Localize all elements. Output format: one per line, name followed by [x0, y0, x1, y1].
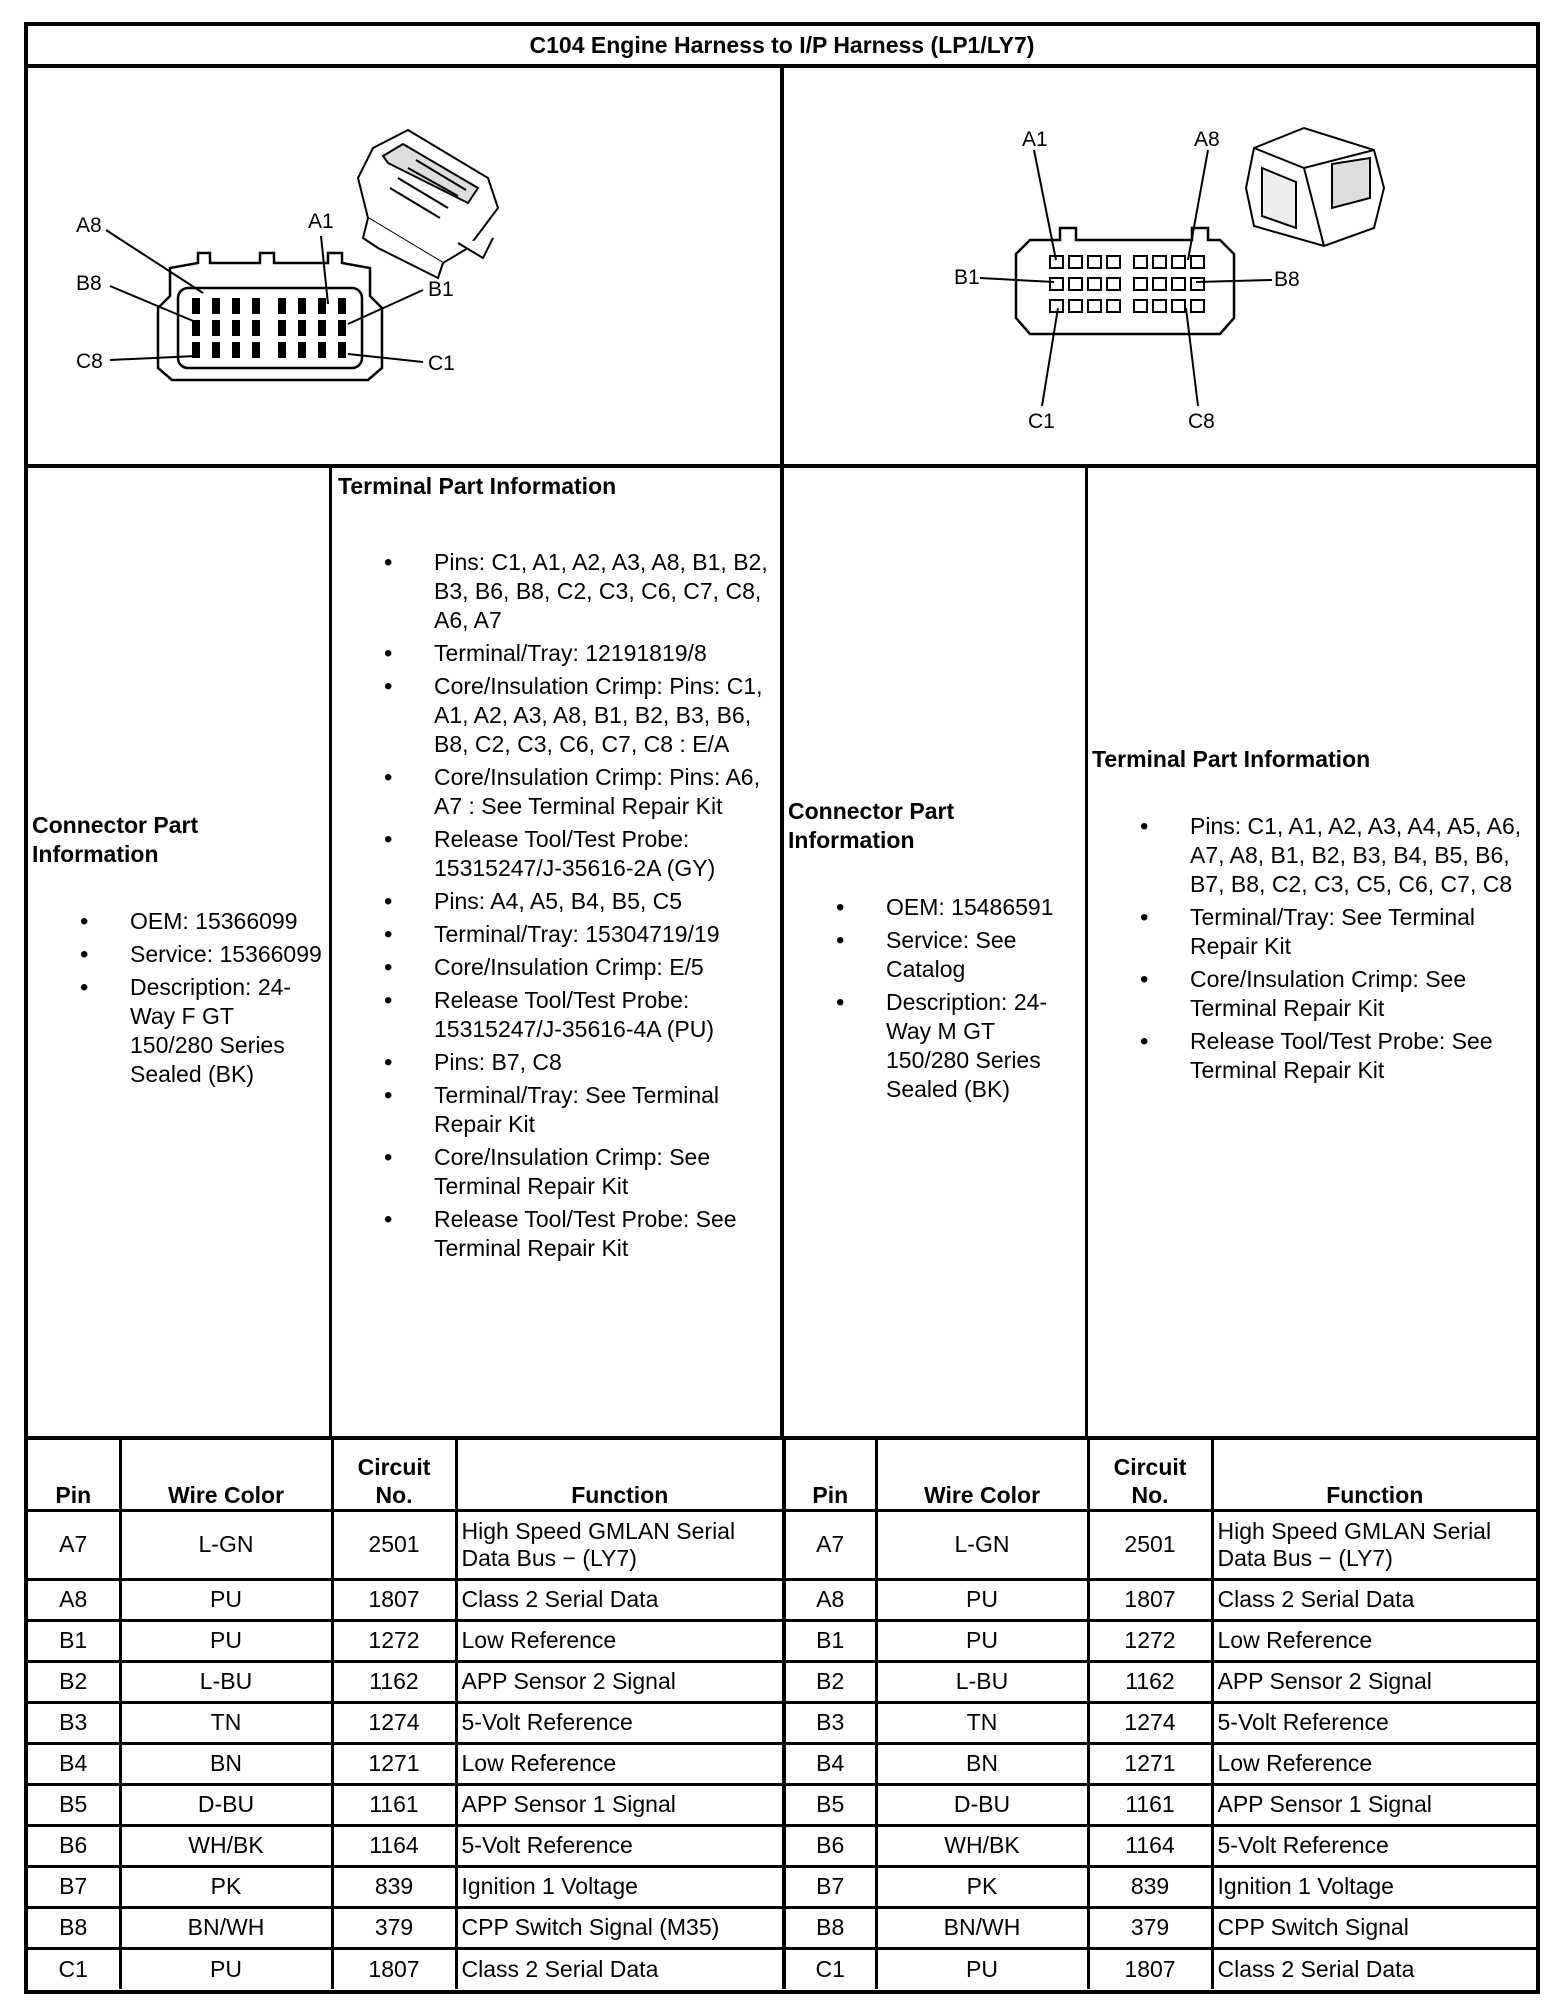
header-circuit: Circuit No.	[332, 1440, 456, 1510]
pin-cell: B1	[784, 1620, 876, 1661]
male-pin-cavity	[1088, 256, 1101, 268]
female-connector-thumbnail	[358, 130, 498, 278]
circuit-cell: 1164	[332, 1825, 456, 1866]
list-item: • Pins: A4, A5, B4, B5, C5	[332, 887, 780, 916]
wire-color-cell: BN/WH	[876, 1907, 1088, 1948]
circuit-cell: 379	[332, 1907, 456, 1948]
function-cell: CPP Switch Signal (M35)	[456, 1907, 784, 1948]
female-pin-cavity	[338, 298, 346, 314]
male-pin-cavity	[1069, 256, 1082, 268]
circuit-cell: 1271	[332, 1743, 456, 1784]
pin-cell: C1	[784, 1948, 876, 1989]
pin-cell: B8	[28, 1907, 120, 1948]
list-item: • Pins: B7, C8	[332, 1048, 780, 1077]
function-cell: 5-Volt Reference	[456, 1702, 784, 1743]
list-item: • Release Tool/Test Probe: See Terminal Repair Kit	[332, 1205, 780, 1263]
female-pin-cavity	[212, 320, 220, 336]
function-cell: Ignition 1 Voltage	[1212, 1866, 1536, 1907]
circuit-cell: 1807	[1088, 1579, 1212, 1620]
function-cell: 5-Volt Reference	[1212, 1702, 1536, 1743]
function-cell: High Speed GMLAN Serial Data Bus − (LY7)	[456, 1510, 784, 1579]
circuit-cell: 2501	[1088, 1510, 1212, 1579]
male-pin-cavity	[1134, 278, 1147, 290]
pin-cell: B7	[28, 1866, 120, 1907]
circuit-cell: 1271	[1088, 1743, 1212, 1784]
left-terminal-part-info	[332, 468, 784, 1436]
left-connector-header: Connector Part Information	[32, 812, 199, 867]
male-pin-cavity	[1153, 300, 1166, 312]
label-a8: A8	[1194, 128, 1220, 151]
header-pin: Pin	[784, 1440, 876, 1510]
male-pin-cavity	[1153, 256, 1166, 268]
male-pin-cavity	[1134, 256, 1147, 268]
function-cell: APP Sensor 1 Signal	[456, 1784, 784, 1825]
table-row	[28, 1948, 1536, 1989]
circuit-cell: 1162	[1088, 1661, 1212, 1702]
male-connector-drawing	[784, 68, 1536, 464]
circuit-cell: 1807	[1088, 1948, 1212, 1989]
pin-table	[28, 1440, 1536, 1989]
female-pin-cavity	[278, 320, 286, 336]
pin-cell: B4	[28, 1743, 120, 1784]
function-cell: 5-Volt Reference	[456, 1825, 784, 1866]
connector-sheet	[24, 22, 1540, 1994]
table-row	[28, 1825, 1536, 1866]
female-pin-cavity	[318, 342, 326, 358]
function-cell: Ignition 1 Voltage	[456, 1866, 784, 1907]
part-information-row	[28, 464, 1536, 1440]
page-title: C104 Engine Harness to I/P Harness (LP1/LY7)	[28, 26, 1536, 68]
list-item: • Core/Insulation Crimp: See Terminal Repair Kit	[1088, 965, 1536, 1023]
function-cell: APP Sensor 2 Signal	[1212, 1661, 1536, 1702]
wire-color-cell: D-BU	[120, 1784, 332, 1825]
wire-color-cell: PK	[120, 1866, 332, 1907]
right-terminal-part-info	[1088, 468, 1536, 1436]
list-item: • OEM: 15366099	[28, 907, 329, 936]
male-connector-thumbnail	[1246, 128, 1384, 246]
list-item: • Release Tool/Test Probe: See Terminal Repair Kit	[1088, 1027, 1536, 1085]
right-terminal-list	[1088, 812, 1536, 1089]
wire-color-cell: PU	[876, 1620, 1088, 1661]
list-item: • Pins: C1, A1, A2, A3, A4, A5, A6, A7, A8, B1, B2, B3, B4, B5, B6, B7, B8, C2, C3, C5, C6, C7, C8	[1088, 812, 1536, 899]
header-circuit: Circuit No.	[1088, 1440, 1212, 1510]
list-item: • Description: 24-Way M GT 150/280 Series Sealed (BK)	[784, 988, 1085, 1104]
list-item: • Release Tool/Test Probe: 15315247/J-35616-4A (PU)	[332, 986, 780, 1044]
male-pin-cavity	[1107, 300, 1120, 312]
female-pin-cavity	[318, 320, 326, 336]
wire-color-cell: PU	[876, 1948, 1088, 1989]
female-pin-cavity	[298, 298, 306, 314]
male-pin-cavity	[1050, 278, 1063, 290]
label-c1: C1	[1028, 410, 1055, 433]
list-item: • Core/Insulation Crimp: See Terminal Repair Kit	[332, 1143, 780, 1201]
function-cell: High Speed GMLAN Serial Data Bus − (LY7)	[1212, 1510, 1536, 1579]
function-cell: Low Reference	[456, 1620, 784, 1661]
wire-color-cell: PK	[876, 1866, 1088, 1907]
circuit-cell: 1162	[332, 1661, 456, 1702]
female-pin-cavity	[252, 320, 260, 336]
male-pin-cavity	[1191, 300, 1204, 312]
wire-color-cell: L-BU	[120, 1661, 332, 1702]
table-row	[28, 1579, 1536, 1620]
wire-color-cell: BN/WH	[120, 1907, 332, 1948]
terminal-group-1	[332, 548, 780, 883]
pin-cell: B6	[784, 1825, 876, 1866]
function-cell: APP Sensor 2 Signal	[456, 1661, 784, 1702]
male-pin-cavity	[1050, 300, 1063, 312]
left-connector-list	[28, 907, 329, 1093]
female-connector-face	[158, 253, 382, 380]
function-cell: Low Reference	[1212, 1743, 1536, 1784]
circuit-cell: 1161	[332, 1784, 456, 1825]
male-pin-cavity	[1088, 300, 1101, 312]
right-connector-diagram	[784, 68, 1536, 464]
pin-cell: B3	[784, 1702, 876, 1743]
female-pin-cavity	[212, 298, 220, 314]
function-cell: Class 2 Serial Data	[456, 1948, 784, 1989]
right-connector-header: Connector Part Information	[788, 797, 955, 853]
label-b8: B8	[1274, 268, 1300, 291]
function-cell: Class 2 Serial Data	[1212, 1948, 1536, 1989]
label-c8: C8	[1188, 410, 1215, 433]
male-pin-cavity	[1088, 278, 1101, 290]
female-pin-cavity	[252, 342, 260, 358]
male-pin-cavity	[1172, 278, 1185, 290]
right-connector-list	[784, 893, 1085, 1108]
list-item: • Terminal/Tray: 12191819/8	[332, 639, 780, 668]
wire-color-cell: PU	[120, 1620, 332, 1661]
circuit-cell: 1161	[1088, 1784, 1212, 1825]
female-pin-cavity	[278, 342, 286, 358]
circuit-cell: 2501	[332, 1510, 456, 1579]
female-pin-cavity	[298, 342, 306, 358]
male-pin-cavity	[1069, 278, 1082, 290]
header-pin: Pin	[28, 1440, 120, 1510]
wire-color-cell: WH/BK	[120, 1825, 332, 1866]
function-cell: CPP Switch Signal	[1212, 1907, 1536, 1948]
label-b1: B1	[428, 278, 454, 301]
function-cell: Class 2 Serial Data	[1212, 1579, 1536, 1620]
label-a8: A8	[76, 214, 102, 237]
left-connector-part-info	[28, 468, 332, 1436]
wire-color-cell: PU	[876, 1579, 1088, 1620]
circuit-cell: 839	[332, 1866, 456, 1907]
list-item: • Service: 15366099	[28, 940, 329, 969]
pin-cell: B6	[28, 1825, 120, 1866]
male-pin-cavity	[1153, 278, 1166, 290]
male-pin-cavity	[1107, 278, 1120, 290]
list-item: • Terminal/Tray: See Terminal Repair Kit	[332, 1081, 780, 1139]
circuit-cell: 839	[1088, 1866, 1212, 1907]
wire-color-cell: TN	[876, 1702, 1088, 1743]
pin-cell: B8	[784, 1907, 876, 1948]
left-terminal-header: Terminal Part Information	[338, 473, 617, 499]
function-cell: Class 2 Serial Data	[456, 1579, 784, 1620]
wire-color-cell: PU	[120, 1579, 332, 1620]
female-pin-cavity	[338, 342, 346, 358]
list-item: • Core/Insulation Crimp: Pins: A6, A7 : See Terminal Repair Kit	[332, 763, 780, 821]
female-pin-cavity	[318, 298, 326, 314]
wire-color-cell: WH/BK	[876, 1825, 1088, 1866]
table-row	[28, 1702, 1536, 1743]
terminal-group-2	[332, 887, 780, 1044]
function-cell: APP Sensor 1 Signal	[1212, 1784, 1536, 1825]
list-item: • Core/Insulation Crimp: Pins: C1, A1, A2, A3, A8, B1, B2, B3, B6, B8, C2, C3, C6, C7, C8 : E/A	[332, 672, 780, 759]
male-pin-cavity	[1172, 256, 1185, 268]
female-pin-cavity	[278, 298, 286, 314]
male-pin-cavity	[1107, 256, 1120, 268]
male-pin-cavity	[1069, 300, 1082, 312]
table-row	[28, 1510, 1536, 1579]
pin-cell: B3	[28, 1702, 120, 1743]
table-row	[28, 1907, 1536, 1948]
function-cell: 5-Volt Reference	[1212, 1825, 1536, 1866]
pin-cell: A8	[28, 1579, 120, 1620]
label-c1: C1	[428, 352, 455, 375]
circuit-cell: 1272	[332, 1620, 456, 1661]
pin-cell: B7	[784, 1866, 876, 1907]
pin-cell: C1	[28, 1948, 120, 1989]
terminal-group-3	[332, 1048, 780, 1263]
table-row	[28, 1866, 1536, 1907]
list-item: • Terminal/Tray: 15304719/19	[332, 920, 780, 949]
table-row	[28, 1784, 1536, 1825]
pin-cell: B4	[784, 1743, 876, 1784]
right-connector-part-info	[784, 468, 1088, 1436]
wire-color-cell: L-GN	[876, 1510, 1088, 1579]
label-b8: B8	[76, 272, 102, 295]
female-pin-cavity	[232, 298, 240, 314]
circuit-cell: 1272	[1088, 1620, 1212, 1661]
pin-cell: B1	[28, 1620, 120, 1661]
pin-cell: B5	[784, 1784, 876, 1825]
pin-cell: B2	[28, 1661, 120, 1702]
wire-color-cell: L-GN	[120, 1510, 332, 1579]
circuit-cell: 379	[1088, 1907, 1212, 1948]
list-item: • Service: See Catalog	[784, 926, 1085, 984]
list-item: • Core/Insulation Crimp: E/5	[332, 953, 780, 982]
male-pin-cavity	[1172, 300, 1185, 312]
female-pin-cavity	[298, 320, 306, 336]
female-pin-cavity	[232, 342, 240, 358]
header-function: Function	[1212, 1440, 1536, 1510]
female-pin-cavity	[212, 342, 220, 358]
function-cell: Low Reference	[456, 1743, 784, 1784]
wire-color-cell: PU	[120, 1948, 332, 1989]
wire-color-cell: TN	[120, 1702, 332, 1743]
pin-cell: B2	[784, 1661, 876, 1702]
circuit-cell: 1164	[1088, 1825, 1212, 1866]
circuit-cell: 1274	[1088, 1702, 1212, 1743]
male-pin-cavity	[1191, 256, 1204, 268]
table-header-row	[28, 1440, 1536, 1510]
pin-cell: A7	[784, 1510, 876, 1579]
table-row	[28, 1743, 1536, 1784]
wire-color-cell: BN	[876, 1743, 1088, 1784]
wire-color-cell: D-BU	[876, 1784, 1088, 1825]
pin-cell: B5	[28, 1784, 120, 1825]
wire-color-cell: L-BU	[876, 1661, 1088, 1702]
label-a1: A1	[308, 210, 334, 233]
male-pin-cavity	[1191, 278, 1204, 290]
male-pin-cavity	[1134, 300, 1147, 312]
right-terminal-header: Terminal Part Information	[1092, 746, 1371, 772]
pin-cell: A8	[784, 1579, 876, 1620]
female-pin-cavity	[192, 298, 200, 314]
label-a1: A1	[1022, 128, 1048, 151]
list-item: • Description: 24-Way F GT 150/280 Series Sealed (BK)	[28, 973, 329, 1089]
wire-color-cell: BN	[120, 1743, 332, 1784]
function-cell: Low Reference	[1212, 1620, 1536, 1661]
list-item: • Release Tool/Test Probe: 15315247/J-35616-2A (GY)	[332, 825, 780, 883]
pin-cell: A7	[28, 1510, 120, 1579]
circuit-cell: 1807	[332, 1948, 456, 1989]
female-pin-cavity	[338, 320, 346, 336]
female-pin-cavity	[232, 320, 240, 336]
header-function: Function	[456, 1440, 784, 1510]
label-b1: B1	[954, 266, 980, 289]
header-wire-color: Wire Color	[876, 1440, 1088, 1510]
list-item: • OEM: 15486591	[784, 893, 1085, 922]
header-wire-color: Wire Color	[120, 1440, 332, 1510]
list-item: • Terminal/Tray: See Terminal Repair Kit	[1088, 903, 1536, 961]
female-pin-cavity	[252, 298, 260, 314]
female-connector-drawing	[28, 68, 780, 464]
list-item: • Pins: C1, A1, A2, A3, A8, B1, B2, B3, B6, B8, C2, C3, C6, C7, C8, A6, A7	[332, 548, 780, 635]
table-row	[28, 1620, 1536, 1661]
circuit-cell: 1274	[332, 1702, 456, 1743]
circuit-cell: 1807	[332, 1579, 456, 1620]
left-connector-diagram	[28, 68, 784, 464]
label-c8: C8	[76, 350, 103, 373]
table-row	[28, 1661, 1536, 1702]
